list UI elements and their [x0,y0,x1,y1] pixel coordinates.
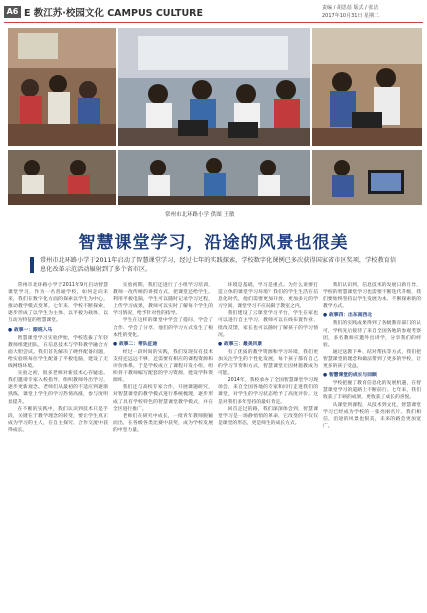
paragraph: 实验之初，很多老师对新技术心存疑虑。我们邀请专家入校指导，组织教师外出学习，逐步更新观念。老师们从最初的不适应到逐渐熟练，课堂上学生的学习热情高涨，参与度明显提升。 [8,371,108,405]
paragraph: 经过一段时间的实践，我们发现仅有技术支持还远远不够，还需要有相应的课程资源和评价体系。于是学校成立了课程开发小组，组织骨干教师编写配套的学习资源，建设学科资源库。 [113,349,213,384]
paragraph: 我们的实践成果得到了各级教育部门的认可，学校先后接待了来自全国各地的参观考察团，多名教师应邀外出讲学，分享我们的经验。 [323,321,421,348]
body-column-2 [113,282,213,604]
teacher-students-photo [312,28,422,146]
subheading: ● 故事四：出东南西北 [323,313,373,319]
body-column-4 [323,282,421,604]
paragraph: 我们建设了云课堂学习平台，学生在家也可以进行自主学习，教师可以在线布置作业、批改反馈，家长也可以随时了解孩子的学习情况。 [218,311,318,338]
body-column-3 [218,282,318,604]
paragraph: 回首走过的路，我们深深体会到，智慧课堂学习是一场静悄悄的革命，它改变的不仅仅是课堂的形态，更是师生的成长方式。 [218,406,318,426]
header-rule [4,22,423,23]
paragraph: 有了优质的教学资源和学习环境，我们更加关注学生的个性化发展，每个孩子都有自己的学习节奏和方式，智慧课堂让因材施教成为可能。 [218,349,318,377]
body-column-1 [8,282,108,604]
subheading: ● 智慧课堂的成长与回顾 [323,373,377,379]
paragraph: 在不断的实践中，我们认识到技术只是手段，关键在于教学理念的转变，要让学生真正成为学习的主人，在自主探究、合作交流中获得成长。 [8,406,108,433]
subheading: ● 故事一：跟班入马 [8,327,53,333]
article-lede: 常州市北环路小学于2011年启动了智慧课堂学习，经过七年的实践探索，学校数字化课例已多次获得国家省市区奖项，学校教育信息化改革示范活动辐射到了多个省市区。 [40,257,397,273]
paragraph: 环境是基础，学习是重点。为什么说要打造立体的课堂学习环境？我们的学生生活在信息化时代，他们需要更加开放、更加多元的学习空间，课堂学习不应局限于教室之内。 [218,283,318,310]
lede-marker [30,257,34,273]
tablet-closeup-photo [312,150,422,205]
subheading: ● 故事二：带队征途 [113,341,158,347]
students-desk-photo [8,150,116,205]
paragraph: 实验初期，我们还进行了小组学习培训，教师一改传统的讲授方式，把课堂还给学生。利用平板电脑，学生可以随时记录学习过程，上传学习成果，教师可以实时了解每个学生的学习情况，给予针对性的指导。 [113,283,213,317]
paragraph: 通过送教下乡、结对帮扶等方式，我们把智慧课堂的理念和做法带到了更多的学校，让更多的孩子受益。 [323,349,421,370]
article-title: 智慧课堂学习，沿途的风景也很美 [78,233,349,253]
paragraph: 我们认识到，信息技术的发展日新月异，学校的智慧课堂学习也需要不断迭代升级，我们要始终坚持以学生发展为本，不断探索新的教学方式。 [323,283,421,310]
group-learning-photo [118,150,310,205]
editor-line: 责编 / 胡思蓓 版式 / 张洁 [322,5,379,11]
date-line: 2017年10月31日 星期二 [322,13,380,19]
page-number: A6 [4,6,21,18]
paragraph: 学生在这样的课堂中学会了提问、学会了合作、学会了分享，他们的学习方式发生了根本性的变化。 [113,318,213,338]
classroom-photo [8,28,116,146]
paragraph: 常州市北环路小学于2011年9月启动智慧课堂学习，作为一名普通学校，如何走向未来，我们在数字化方面的探索以学生为中心，推动教学模式变革。七年来，学校不断探索，逐步形成了以学生为主体、以平板为载体、以互动为特征的智慧课堂。 [8,283,108,324]
paragraph: 学校把握了教育信息化的发展机遇，在智慧课堂学习的道路上不断前行。七年来，我们收获了丰硕的成果，更收获了成长的喜悦。 [323,381,421,401]
photo-caption: 常州市北环路小学 供图 王敏 [165,212,235,218]
students-tablet-photo [118,28,310,146]
subheading: ● 故事三：最美风景 [218,341,263,347]
paragraph: 智慧课堂学习实验伊始，学校选拔了年轻教师组建团队，在信息技术与学科教学融合方面大胆尝试。我们首先解决了硬件配备问题，给实验班每位学生配备了平板电脑，建设了无线网络环境。 [8,335,108,370]
paragraph: 2014年，我校承办了全国智慧课堂学习现场会，来自全国各地的专家和同行走进我们的课堂，对学生的学习状态给予了高度评价。这是对我们多年坚持的最好肯定。 [218,378,318,405]
paragraph: 老师们在研究中成长，一批青年教师脱颖而出，在各级各类比赛中获奖，成为学校发展的中坚力量。 [113,413,213,433]
paragraph: 从课堂到课程，从技术到文化，智慧课堂学习已经成为学校的一张亮丽名片。我们相信，沿途的风景也很美，未来的路会更加宽广。 [323,402,421,429]
section-title: E 教江苏·校园文化 CAMPUS CULTURE [24,8,203,19]
paragraph: 我们还与高校专家合作，开展课题研究，对智慧课堂的教学模式进行系统梳理，逐步形成了具有学校特色的智慧课堂教学模式，并在全区进行推广。 [113,385,213,412]
